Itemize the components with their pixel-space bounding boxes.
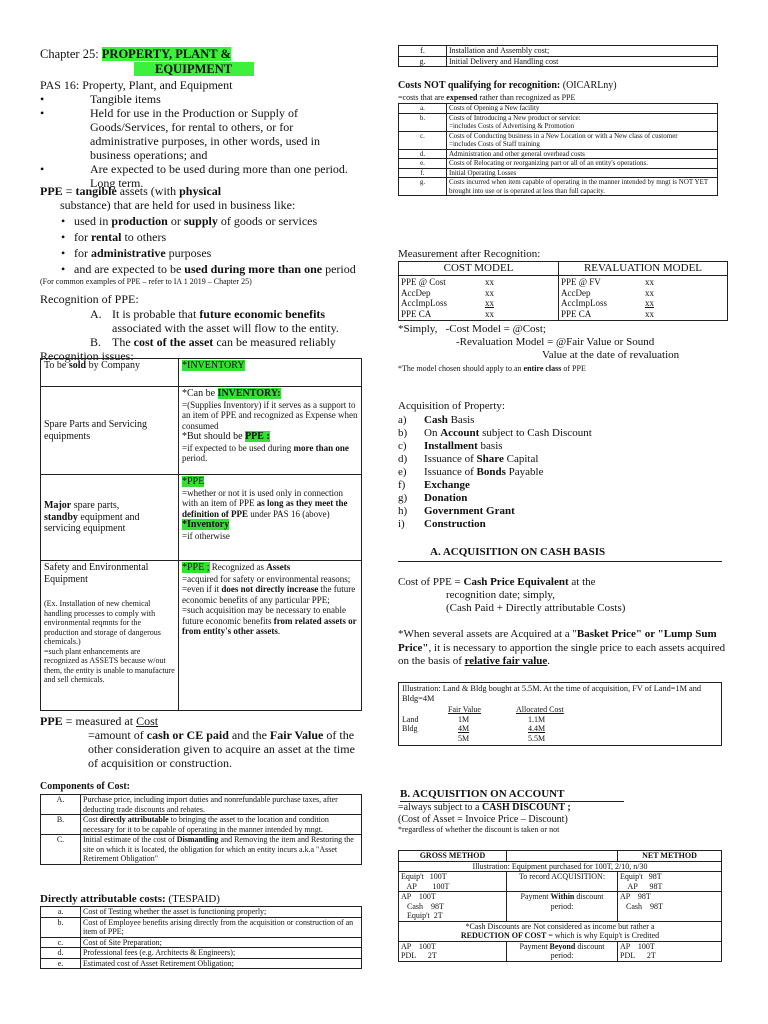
direct-costs-heading: Directly attributable costs: (TESPAID) [40, 893, 220, 905]
right-column [398, 0, 728, 1024]
not-qualifying-sub: =costs that are expensed rather than recognized as PPE [398, 93, 576, 102]
account-heading: B. ACQUISITION ON ACCOUNT [398, 788, 728, 802]
chapter-prefix: Chapter 25: [40, 47, 102, 61]
recognition-section: Recognition of PPE: A. It is probable that future economic benefits associated with the asset will flow to the entity. B. The cost of the asset can be measured reliably Recognition issues: [40, 292, 339, 363]
pas16-item: Are expected to be used during more than one period. Long term. [90, 162, 348, 190]
components-heading: Components of Cost: [40, 781, 130, 792]
methods-table: GROSS METHOD NET METHOD Illustration: Equipment purchased for 100T, 2/10, n/30 Equip't 100T AP 100T To record ACQUISITION: Equip't 98T AP 98T AP 100T Cash 98T Equip't 2T Payment Within discount period: AP 98T Cash 98T *Cash Discounts are Not considered as income but rather a REDUCTION OF COST = which is why Equip't is Credited AP 100T PDL 2T Payment Beyond discount period: AP 100T PDL 2T [398, 850, 722, 962]
pas16-list: • Tangible items • Held for use in the Production or Supply of Goods/Services, for rental to others, or for administrative purposes, in other words, used in business operations; and • Are expected to be used during more than one period. Long term. [40, 92, 348, 190]
chapter-title-line1: PROPERTY, PLANT & [101, 47, 231, 61]
direct-costs-table: a. Cost of Testing whether the asset is functioning properly; b. Cost of Employee benefits arising directly from the acquisition or construction of an item of PPE; c. Cost of Site Preparation; d. Professional fees (e.g. Architects & Engineers); e. Estimated cost of Asset Retirement Obligation; [40, 906, 362, 969]
acquisition-list: a) Cash Basis b) On Account subject to Cash Discount c) Installment basis d) Issuance of Share Capital e) Issuance of Bonds Payable f) Exchange g) Donation h) Government Grant i) Construction [398, 414, 592, 530]
pas16-heading: PAS 16: Property, Plant, and Equipment [40, 78, 233, 92]
acquisition-heading: Acquisition of Property: [398, 400, 505, 412]
measurement-heading: Measurement after Recognition: [398, 248, 541, 260]
basket-price-note: *When several assets are Acquired at a "Basket Price" or "Lump Sum Price", it is necessary to apportion the single price to each assets acquired on the basis of relative fair value. [398, 628, 726, 667]
ppe-note: (For common examples of PPE – refer to IA 1 2019 – Chapter 25) [40, 277, 252, 286]
chapter-heading-2 [134, 62, 362, 76]
pas16-item: Held for use in the Production or Supply of Goods/Services, for rental to others, or for administrative purposes, in other words, used in business operations; and [90, 106, 320, 162]
illustration-lumpsum: Illustration: Land & Bldg bought at 5.5M. At the time of acquisition, FV of Land=1M and Bldg=4M Fair Value Allocated Cost Land 1M 1.1M Bldg 4M 4.4M 5M 5.5M [398, 682, 722, 746]
measurement-table: COST MODEL REVALUATION MODEL PPE @ Cost xx AccDep xx AccImpLoss xx PPE CA xx PPE @ FV xx AccDep xx AccImpLoss xx PPE CA xx [398, 261, 728, 321]
direct-costs-table-cont: f. Installation and Assembly cost; g. Initial Delivery and Handling cost [398, 45, 718, 67]
cash-basis-text: Cost of PPE = Cash Price Equivalent at the recognition date; simply, (Cash Paid + Directly attributable Costs) [398, 576, 626, 614]
components-table: A. Purchase price, including import duties and nonrefundable purchase taxes, after deducting trade discounts and rebates. B. Cost directly attributable to bringing the asset to the location and condition necessary for it to be capable of operating in the manner intended by mngt. C. Initial estimate of the cost of Dismantling and Removing the item and Restoring the site on which it is located, the obligation for which an entity incurs a.k.a "Asset Retirement Obligation" [40, 794, 362, 865]
ppe-definition: PPE = tangible assets (with physical substance) that are held for used in business like: • used in production or supply of goods or services • for rental to others • for administrative purposes • and are expected to be used during more than one period (For common examples of PPE – refer to IA 1 2019 – Chapter 25) [40, 184, 362, 287]
not-qualifying-heading: Costs NOT qualifying for recognition: (OICARLny) [398, 80, 617, 91]
cash-basis-heading: A. ACQUISITION ON CASH BASIS [398, 545, 722, 562]
account-text: =always subject to a CASH DISCOUNT ; (Cost of Asset = Invoice Price – Discount) *regardless of whether the discount is taken or not [398, 802, 571, 834]
ppe-measured: PPE = measured at Cost =amount of cash or CE paid and the Fair Value of the other consideration given to acquire an asset at the time of acquisition or construction. [40, 714, 355, 770]
left-column [40, 0, 362, 1024]
chapter-heading [40, 47, 362, 61]
chapter-title-line2: EQUIPMENT [134, 62, 254, 76]
pas16-item: Tangible items [90, 92, 161, 106]
measurement-note: *The model chosen should apply to an entire class of PPE [398, 364, 586, 373]
recognition-issues-table: To be sold by Company *INVENTORY Spare Parts and Servicing equipments *Can be INVENTORY: =(Supplies Inventory) if it serves as a support to an item of PPE and recognized as Expense when consumed *But should be PPE : =if expected to be used during more than one period. Major spare parts, standby equipment and servicing equipment *PPE =whether or not it is used only in connection with an item of PPE as long as they meet the definition of PPE under PAS 16 (above) *Inventory =if otherwise Safety and Environmental Equipment (Ex. Installation of new chemical handling processes to comply with environmental reqmnts for the production and storage of dangerous chemicals.) =such plant enhancements are recognized as ASSETS because w/out them, the entity is unable to manufacture and sell chemicals. *PPE ; Recognized as Assets =acquired for safety or environmental reasons; =even if it does not directly increase the future economic benefits of any particular PPE; =such acquisition may be necessary to enable future economic benefits from related assets or from entity's other assets. [40, 358, 362, 711]
measurement-simply: *Simply, -Cost Model = @Cost; -Revaluation Model = @Fair Value or Sound Value at the date of revaluation [398, 323, 680, 361]
not-qualifying-table: a. Costs of Opening a New facility b. Costs of Introducing a New product or service: =includes Costs of Advertising & Promotion c. Costs of Conducting business in a New Location or with a New class of customer =includes Costs of Staff training d. Administration and other general overhead costs e. Costs of Relocating or reorganizing part or all of an entity's operations. f. Initial Operating Losses g. Costs incurred when item capable of operating in the manner intended by mngt is NOT YET brought into use or is operated at less than full capacity. [398, 103, 718, 196]
